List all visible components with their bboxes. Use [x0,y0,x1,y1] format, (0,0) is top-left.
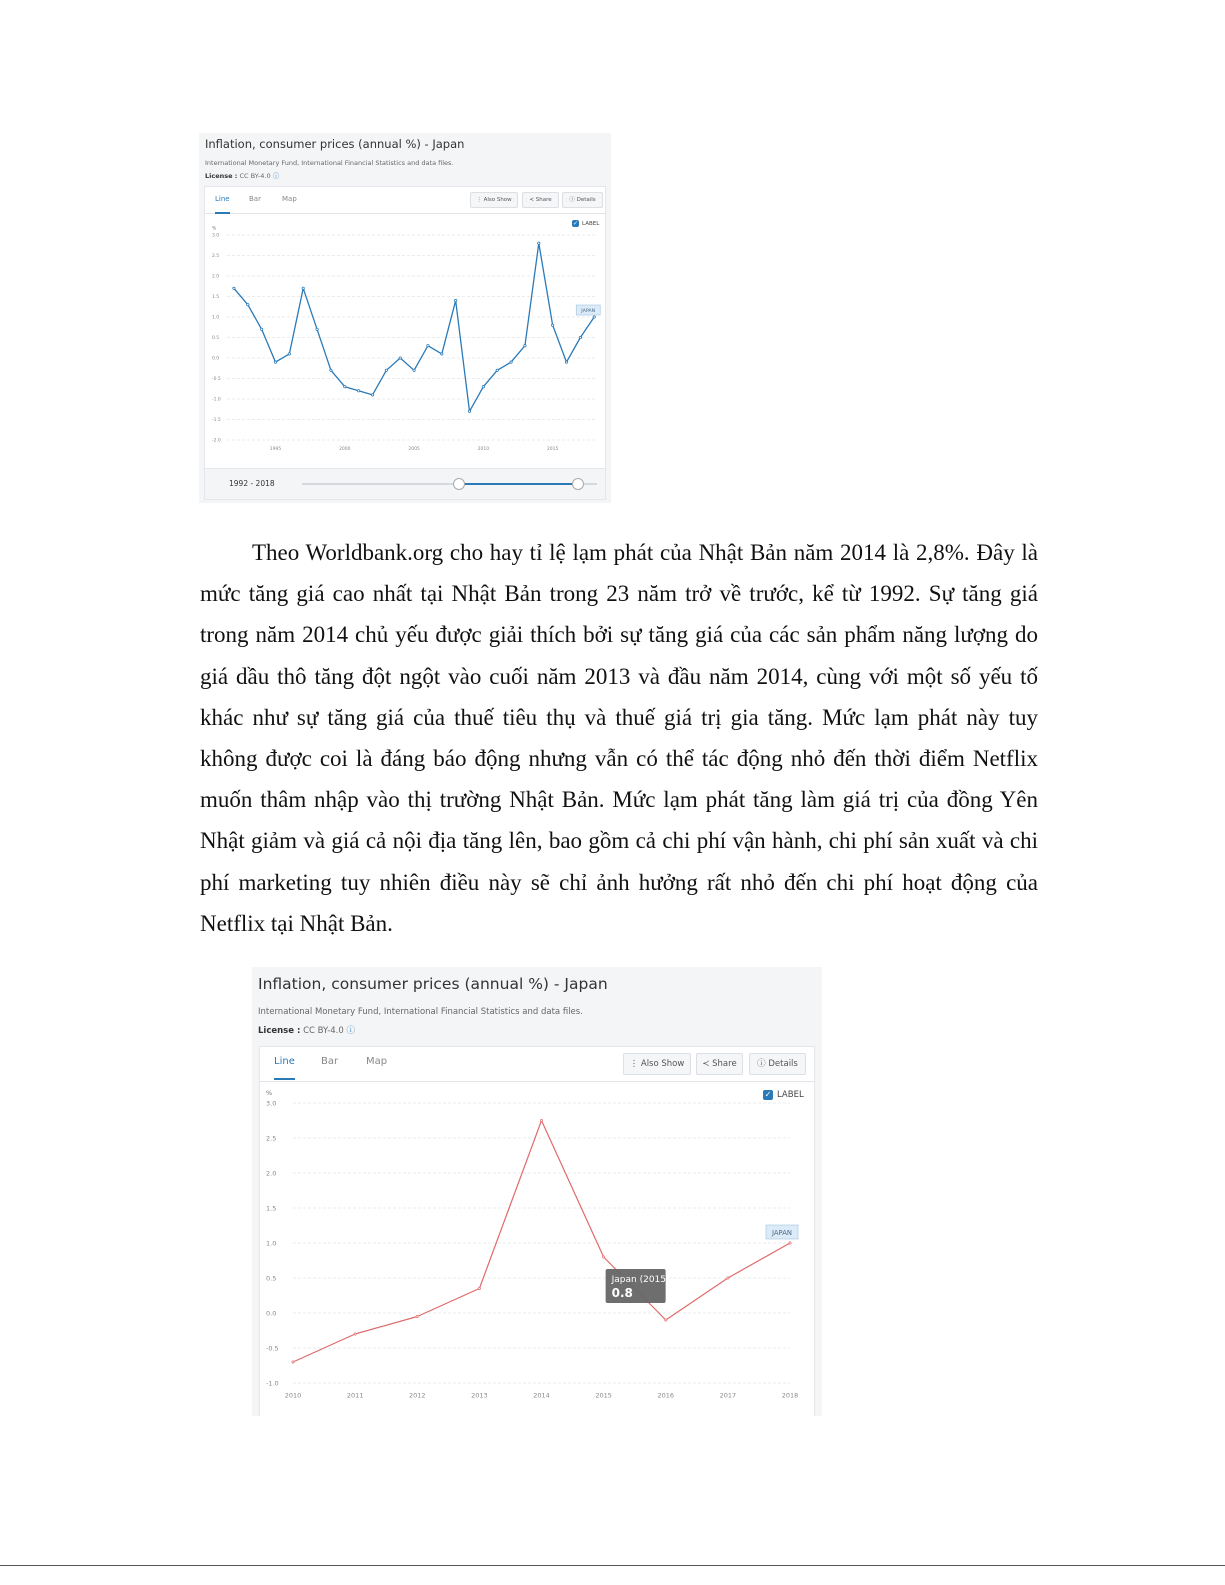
data-point [316,328,318,330]
share-icon: ≺ [529,197,534,203]
chart1-license [205,171,279,180]
x-tick-label: 2012 [408,1391,426,1400]
share-icon: ≺ [702,1059,710,1069]
y-tick-label: 0.5 [266,1274,277,1283]
checkbox-checked-icon: ✓ [572,220,579,227]
share-label: Share [712,1059,737,1069]
data-point [247,304,249,306]
chart2-title: Inflation, consumer prices (annual %) - Japan [258,975,608,993]
data-point [427,345,429,347]
chart1-tabs [205,187,605,214]
body-paragraph: Theo Worldbank.org cho hay tỉ lệ lạm phát của Nhật Bản năm 2014 là 2,8%. Đây là mức tăng giá cao nhất tại Nhật Bản trong 23 năm trở về trước, kể từ 1992. Sự tăng giá trong năm 2014 chủ yếu được giải thích bởi sự tăng giá của các sản phẩm năng lượng do giá dầu thô tăng đột ngột vào cuối năm 2013 và đầu năm 2014, cùng với một số yếu tố khác như sự tăng giá của thuế tiêu thụ và thuế giá trị gia tăng. Mức lạm phát này tuy không được coi là đáng báo động nhưng vẫn có thể tác động nhỏ đến thời điểm Netflix muốn thâm nhập vào thị trường Nhật Bản. Mức lạm phát tăng làm giá trị của đồng Yên Nhật giảm và giá cả nội địa tăng lên, bao gồm cả chi phí vận hành, chi phí sản xuất và chi phí marketing tuy nhiên điều này sẽ chỉ ảnh hưởng rất nhỏ đến chi phí hoạt động của Netflix tại Nhật Bản. [200,540,1038,936]
chart1-source: International Monetary Fund, International Financial Statistics and data files. [205,159,454,167]
page-footer-line [0,1565,1225,1566]
tab-bar[interactable]: Bar [321,1056,339,1067]
data-point [233,287,235,289]
y-tick-label: 0.0 [266,1309,277,1318]
range-handle-end[interactable] [572,478,584,490]
share-button[interactable] [696,1053,743,1075]
data-point [385,369,387,371]
series-end-label: JAPAN [772,1229,792,1238]
data-point [354,1333,356,1335]
y-tick-label: 0.5 [212,336,220,342]
data-point [593,316,595,318]
data-point [302,287,304,289]
chart2-plot [260,1082,814,1412]
y-tick-label: 1.5 [266,1204,277,1213]
also-show-button[interactable]: ⋮ Also Show [623,1053,691,1075]
data-point [330,369,332,371]
series-end-label: JAPAN [581,309,596,315]
y-tick-label: 1.5 [212,295,220,301]
data-point [789,1242,791,1244]
tab-map[interactable]: Map [282,195,297,203]
chart2-panel [252,967,822,1416]
data-point [441,353,443,355]
data-point [454,299,456,301]
details-button[interactable] [562,192,603,208]
range-selected-track [457,483,578,485]
data-point [551,324,553,326]
x-tick-label: 2014 [533,1391,550,1400]
tab-line[interactable]: Line [215,195,230,214]
details-icon: ⓘ [757,1059,766,1069]
y-axis-unit-label: % [266,1089,273,1098]
details-button[interactable] [749,1053,806,1075]
y-tick-label: 2.5 [212,254,220,260]
data-point [524,345,526,347]
y-tick-label: -1.0 [212,397,221,403]
license-label: License : [258,1026,301,1036]
x-tick-label: 2000 [339,446,351,452]
checkbox-checked-icon: ✓ [764,1090,772,1099]
range-slider-area [205,468,605,499]
x-tick-label: 2015 [595,1391,612,1400]
data-point [399,357,401,359]
y-tick-label: -1.0 [266,1379,279,1388]
data-point [727,1277,729,1279]
tab-line[interactable]: Line [274,1056,295,1080]
chart1-plot [205,214,605,469]
details-label: Details [576,197,596,203]
also-show-button[interactable]: ⋮ Also Show [470,192,518,208]
data-point [371,394,373,396]
x-tick-label: 1995 [269,446,282,452]
x-tick-label: 2005 [408,446,420,452]
data-point [260,328,262,330]
y-tick-label: 0.0 [212,356,220,362]
data-point [538,242,540,244]
share-label: Share [535,197,552,203]
x-tick-label: 2015 [546,446,559,452]
y-tick-label: 1.0 [212,315,220,321]
label-checkbox-text: LABEL [582,220,600,227]
series-line [293,1121,790,1363]
data-point [292,1361,294,1363]
data-point [344,386,346,388]
info-icon[interactable]: ⓘ [272,172,280,180]
license-value[interactable]: CC BY-4.0 [303,1026,344,1036]
license-value[interactable]: CC BY-4.0 [239,172,271,180]
details-icon: ⓘ [569,197,575,203]
data-point [288,353,290,355]
x-tick-label: 2016 [657,1391,675,1400]
range-handle-start[interactable] [453,478,465,490]
data-point [357,390,359,392]
y-tick-label: 1.0 [266,1239,277,1248]
x-tick-label: 2011 [346,1391,364,1400]
chart2-license [258,1024,355,1036]
data-point [496,369,498,371]
x-tick-label: 2010 [284,1391,302,1400]
data-point [665,1319,667,1321]
y-tick-label: -0.5 [266,1344,279,1353]
y-tick-label: 2.0 [266,1169,277,1178]
tab-bar[interactable]: Bar [249,195,261,203]
data-point [274,361,276,363]
y-tick-label: -2.0 [212,438,221,444]
x-tick-label: 2010 [477,446,490,452]
y-tick-label: -0.5 [212,377,221,383]
data-point [579,336,581,338]
tooltip-label: Japan (2015) [611,1275,670,1285]
data-point [510,361,512,363]
data-point [482,386,484,388]
chart2-source: International Monetary Fund, International Financial Statistics and data files. [258,1007,583,1017]
label-checkbox-text: LABEL [777,1090,804,1100]
x-tick-label: 2017 [719,1391,737,1400]
license-label: License : [205,172,238,180]
range-label: 1992 - 2018 [229,479,275,488]
data-point [603,1256,605,1258]
chart2-box [259,1046,815,1416]
data-point [468,410,470,412]
data-point [478,1287,480,1289]
data-point [413,369,415,371]
y-tick-label: 3.0 [266,1099,277,1108]
series-line [234,243,594,411]
chart2-tabs [260,1047,814,1082]
x-tick-label: 2018 [781,1391,799,1400]
share-button[interactable] [522,192,559,208]
tooltip-value: 0.8 [611,1286,633,1300]
tab-map[interactable]: Map [366,1056,388,1067]
y-tick-label: 3.0 [212,233,220,239]
also-show-label: Also Show [483,197,512,203]
chart1-box [204,186,606,500]
x-tick-label: 2013 [471,1391,488,1400]
y-tick-label: 2.5 [266,1134,277,1143]
details-label: Details [768,1059,798,1069]
data-point [416,1315,418,1317]
data-point [565,361,567,363]
info-icon[interactable]: ⓘ [346,1026,356,1036]
data-point [540,1119,542,1121]
also-show-label: Also Show [640,1059,685,1069]
y-tick-label: -1.5 [212,418,221,424]
y-axis-unit-label: % [212,226,217,232]
y-tick-label: 2.0 [212,274,220,280]
chart1-panel [199,133,611,503]
chart1-title: Inflation, consumer prices (annual %) - Japan [205,137,465,151]
